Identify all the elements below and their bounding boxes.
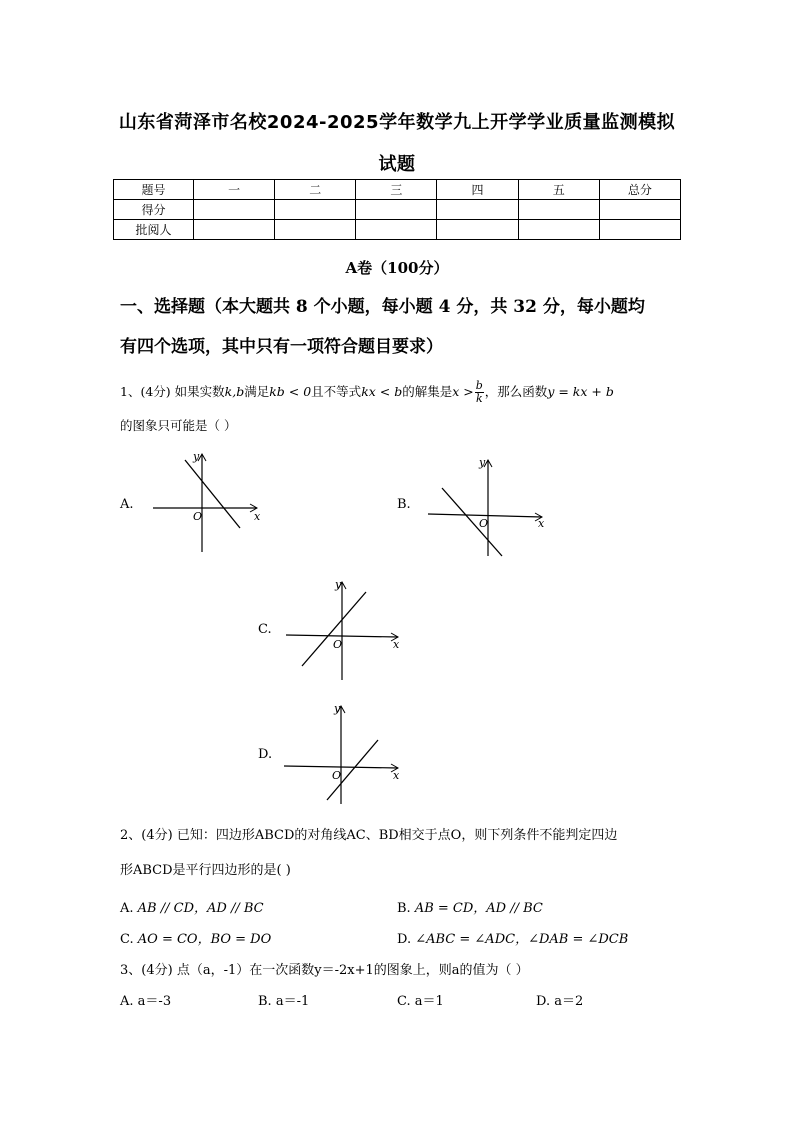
score-cell[interactable] bbox=[518, 220, 599, 240]
score-cell[interactable] bbox=[437, 200, 518, 220]
option-text: a＝1 bbox=[414, 994, 444, 1009]
score-header-cell: 三 bbox=[356, 180, 437, 200]
q2-option-c[interactable] bbox=[120, 928, 271, 947]
q1-option-c-label[interactable]: C. bbox=[258, 622, 272, 637]
graph-a bbox=[145, 448, 270, 558]
option-label: C. bbox=[120, 932, 134, 947]
q1-math: kx < b bbox=[361, 384, 403, 399]
section-heading-cont: 有四个选项，其中只有一项符合题目要求） bbox=[120, 337, 443, 357]
q1-math: kb < 0 bbox=[269, 384, 312, 399]
x-axis-label: x bbox=[254, 510, 261, 523]
q2-option-b[interactable] bbox=[397, 897, 543, 916]
score-cell[interactable] bbox=[356, 220, 437, 240]
x-axis-label: x bbox=[393, 769, 400, 782]
score-table bbox=[113, 179, 681, 240]
section-heading: 一、选择题（本大题共 8 个小题，每小题 4 分，共 32 分，每小题均 bbox=[120, 297, 645, 317]
function-line bbox=[302, 592, 366, 666]
option-label: A. bbox=[120, 994, 134, 1009]
q1-text: 满足 bbox=[244, 384, 270, 399]
option-label: D. bbox=[397, 932, 412, 947]
y-axis-label: y bbox=[193, 450, 200, 463]
option-text: ∠ABC = ∠ADC，∠DAB = ∠DCB bbox=[415, 932, 629, 947]
graph-c bbox=[282, 576, 407, 684]
score-table-row bbox=[114, 220, 681, 240]
page-title-cont: 试题 bbox=[378, 154, 416, 175]
origin-label: O bbox=[479, 517, 489, 530]
page-title: 山东省菏泽市名校2024-2025学年数学九上开学学业质量监测模拟 bbox=[118, 112, 676, 133]
score-header-cell: 总分 bbox=[599, 180, 680, 200]
question-1-stem bbox=[120, 378, 680, 406]
score-header-cell: 二 bbox=[275, 180, 356, 200]
score-cell[interactable] bbox=[599, 200, 680, 220]
option-label: B. bbox=[397, 901, 411, 916]
option-label: D. bbox=[536, 994, 551, 1009]
option-label: B. bbox=[258, 994, 272, 1009]
score-cell[interactable] bbox=[599, 220, 680, 240]
option-text: a＝2 bbox=[554, 994, 584, 1009]
score-cell[interactable] bbox=[356, 200, 437, 220]
origin-label: O bbox=[193, 510, 203, 523]
score-row-label: 得分 bbox=[114, 200, 194, 220]
fraction-denominator: k bbox=[475, 392, 483, 405]
score-cell[interactable] bbox=[275, 220, 356, 240]
option-label: C. bbox=[397, 994, 411, 1009]
q1-math: x > bbox=[452, 384, 474, 399]
question-1-stem-cont: 的图象只可能是（ ） bbox=[120, 418, 237, 433]
score-cell[interactable] bbox=[194, 220, 275, 240]
score-table-row bbox=[114, 200, 681, 220]
q3-option-c[interactable] bbox=[397, 990, 444, 1009]
option-text: AO = CO，BO = DO bbox=[137, 932, 272, 947]
q3-option-a[interactable] bbox=[120, 990, 171, 1009]
score-cell[interactable] bbox=[194, 200, 275, 220]
option-text: a＝-1 bbox=[275, 994, 310, 1009]
q1-fraction bbox=[475, 380, 484, 405]
score-row-label: 批阅人 bbox=[114, 220, 194, 240]
score-header-cell: 四 bbox=[437, 180, 518, 200]
question-2-stem-cont: 形ABCD是平行四边形的是( ) bbox=[120, 863, 291, 878]
x-axis-label: x bbox=[393, 638, 400, 651]
score-cell[interactable] bbox=[518, 200, 599, 220]
score-header-cell: 五 bbox=[518, 180, 599, 200]
q1-text: 的解集是 bbox=[402, 384, 453, 399]
score-table-header-row bbox=[114, 180, 681, 200]
x-axis-label: x bbox=[538, 517, 545, 530]
score-cell[interactable] bbox=[275, 200, 356, 220]
option-label: A. bbox=[120, 901, 134, 916]
q1-text: 且不等式 bbox=[311, 384, 362, 399]
q1-option-a-label[interactable]: A. bbox=[120, 497, 134, 512]
q1-math: y = kx + b bbox=[547, 384, 614, 399]
q3-option-d[interactable] bbox=[536, 990, 583, 1009]
q2-option-d[interactable] bbox=[397, 928, 628, 947]
question-3-stem: 3、(4分) 点（a，-1）在一次函数y＝-2x+1的图象上，则a的值为（ ） bbox=[120, 963, 529, 978]
function-line bbox=[442, 488, 502, 556]
option-text: a＝-3 bbox=[137, 994, 172, 1009]
y-axis-label: y bbox=[335, 578, 342, 591]
q2-option-a[interactable] bbox=[120, 897, 264, 916]
graph-b bbox=[422, 452, 547, 562]
graph-d bbox=[282, 700, 407, 808]
y-axis-label: y bbox=[479, 456, 486, 469]
fraction-numerator: b bbox=[475, 379, 483, 392]
question-2-stem: 2、(4分) 已知：四边形ABCD的对角线AC、BD相交于点O，则下列条件不能判定四边 bbox=[120, 828, 618, 843]
option-text: AB // CD，AD // BC bbox=[137, 901, 264, 916]
q1-option-b-label[interactable]: B. bbox=[397, 497, 411, 512]
score-header-cell: 一 bbox=[194, 180, 275, 200]
section-juan-heading: A卷（100分） bbox=[345, 259, 449, 277]
q1-math: k,b bbox=[224, 384, 245, 399]
score-header-cell: 题号 bbox=[114, 180, 194, 200]
score-cell[interactable] bbox=[437, 220, 518, 240]
q1-text: 1、(4分) 如果实数 bbox=[120, 384, 225, 399]
q1-text: ，那么函数 bbox=[484, 384, 548, 399]
q3-option-b[interactable] bbox=[258, 990, 309, 1009]
q1-option-d-label[interactable]: D. bbox=[258, 747, 273, 762]
option-text: AB = CD，AD // BC bbox=[414, 901, 543, 916]
origin-label: O bbox=[333, 638, 343, 651]
y-axis-label: y bbox=[334, 702, 341, 715]
origin-label: O bbox=[332, 769, 342, 782]
